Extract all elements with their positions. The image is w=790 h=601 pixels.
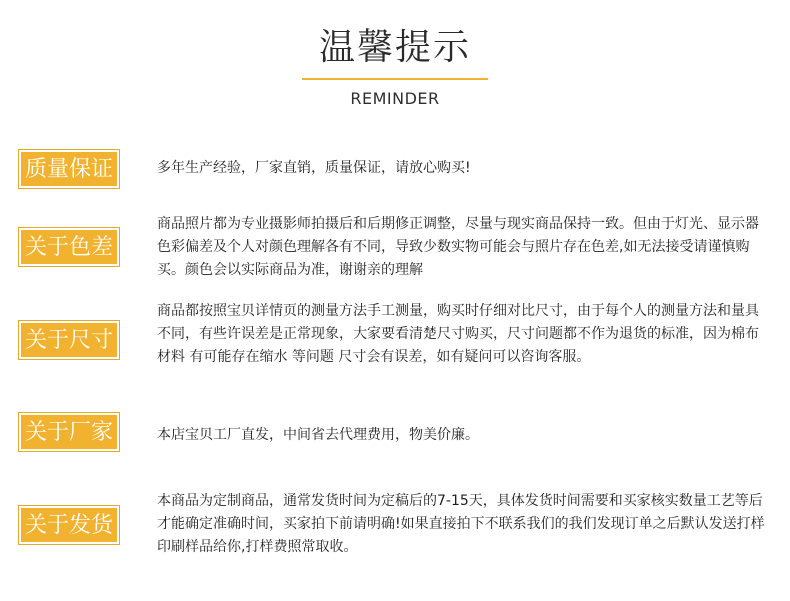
title-underline: [302, 78, 488, 80]
section-shipping: [18, 490, 774, 566]
section-text-shipping: 本商品为定制商品，通常发货时间为定稿后的7-15天，具体发货时间需要和买家核实数量工艺等后才能确定准确时间，买家拍下前请明确!如果直接拍下不联系我们的我们发现订单之后默认发送打样印刷样品给你,打样费照常取收。: [157, 493, 765, 555]
section-text-size: 商品都按照宝贝详情页的测量方法手工测量，购买时仔细对比尺寸，由于每个人的测量方法和量具不同，有些许误差是正常现象，大家要看清楚尺寸购买，尺寸问题都不作为退货的标准，因为棉布材料 有可能存在缩水 等问题 尺寸会有误差，如有疑问可以咨询客服。: [157, 303, 759, 365]
section-factory: [18, 412, 774, 460]
page-title: 温馨提示: [318, 27, 471, 68]
section-label-shipping: 关于发货: [18, 505, 120, 545]
section-text-factory: 本店宝贝工厂直发，中间省去代理费用，物美价廉。: [157, 427, 479, 443]
section-text-color-difference: 商品照片都为专业摄影师拍摄后和后期修正调整，尽量与现实商品保持一致。但由于灯光、显示器色彩偏差及个人对颜色理解各有不同，导致少数实物可能会与照片存在色差,如无法接受请谨慎购买。颜色会以实际商品为准，谢谢亲的理解: [157, 216, 759, 278]
reminder-header: [0, 0, 790, 120]
section-label-factory: 关于厂家: [18, 412, 120, 452]
section-size: [18, 300, 774, 392]
section-label-quality-guarantee: 质量保证: [18, 149, 120, 189]
page-subtitle: REMINDER: [350, 89, 440, 108]
section-color-difference: [18, 213, 774, 288]
section-label-color-difference: 关于色差: [18, 227, 120, 267]
section-quality-guarantee: [18, 145, 774, 195]
section-label-size: 关于尺寸: [18, 320, 120, 360]
section-text-quality-guarantee: 多年生产经验，厂家直销，质量保证，请放心购买!: [157, 160, 471, 176]
